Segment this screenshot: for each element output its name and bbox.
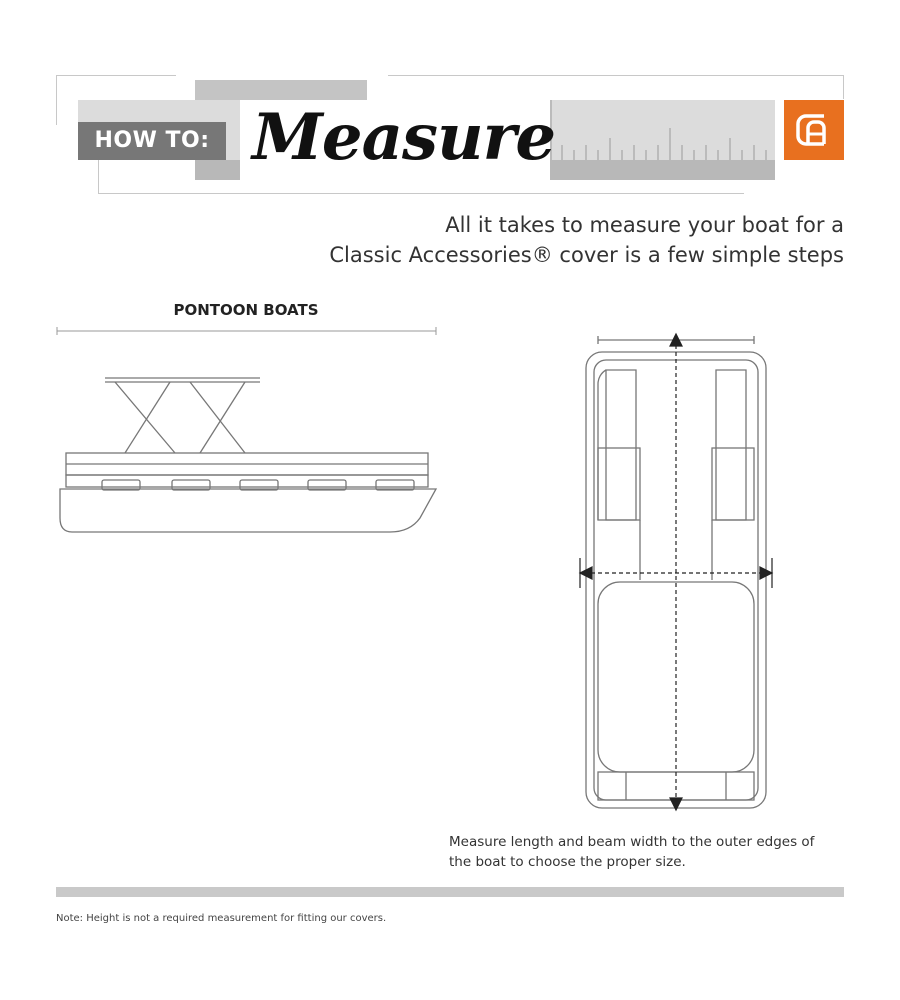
banner-bottom-line <box>98 193 744 194</box>
banner-left-tick <box>56 75 57 125</box>
page-title: Measure <box>252 100 556 175</box>
footer-divider <box>56 887 844 897</box>
how-to-label: HOW TO: <box>78 122 226 160</box>
ruler-ticks <box>550 100 775 160</box>
pontoon-top-view <box>576 330 776 820</box>
banner-bottom-left-tick <box>98 160 99 193</box>
banner-top-line-right <box>388 75 844 76</box>
classic-accessories-logo <box>784 100 844 160</box>
caption-line-1: Measure length and beam width to the outer edges of <box>449 834 815 850</box>
intro-text <box>324 210 844 270</box>
measure-caption <box>449 832 849 872</box>
banner-right-tick <box>843 75 844 99</box>
banner-top-line-left <box>56 75 176 76</box>
caption-line-2: the boat to choose the proper size. <box>449 854 686 870</box>
intro-line-2: Classic Accessories® cover is a few simple steps <box>329 243 844 267</box>
section-label: PONTOON BOATS <box>173 301 319 319</box>
section-dimension-line <box>56 326 440 336</box>
pontoon-side-view <box>50 368 450 538</box>
intro-line-1: All it takes to measure your boat for a <box>445 213 844 237</box>
ca-logo-icon <box>784 100 844 160</box>
footer-note: Note: Height is not a required measurement for fitting our covers. <box>56 913 387 924</box>
